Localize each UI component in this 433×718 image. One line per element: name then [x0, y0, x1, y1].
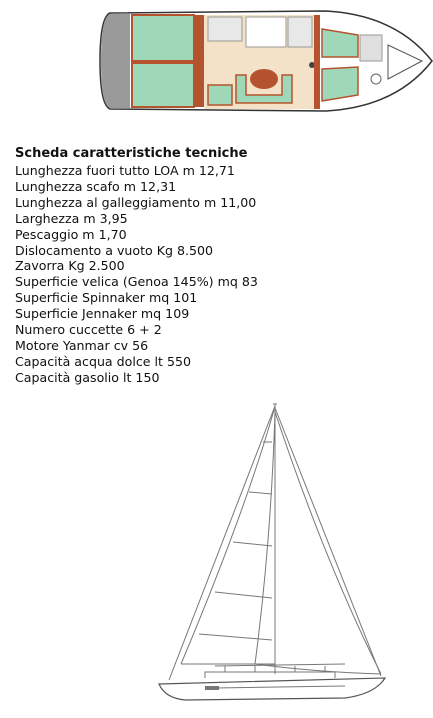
spec-item: Larghezza m 3,95 [15, 210, 128, 226]
spec-item: Superficie velica (Genoa 145%) mq 83 [15, 274, 258, 290]
specs-title: Scheda caratteristiche tecniche [15, 146, 248, 161]
sailboat-drawing [145, 402, 395, 714]
spec-item: Capacità acqua dolce lt 550 [15, 353, 191, 369]
technical-specs [15, 146, 415, 386]
spec-item: Zavorra Kg 2.500 [15, 258, 125, 274]
spec-item: Lunghezza al galleggiamento m 11,00 [15, 194, 257, 210]
spec-item: Capacità gasolio lt 150 [15, 369, 160, 385]
spec-item: Motore Yanmar cv 56 [15, 337, 149, 353]
spec-item: Dislocamento a vuoto Kg 8.500 [15, 242, 214, 258]
deck-plan-image [96, 5, 433, 117]
spec-item: Numero cuccette 6 + 2 [15, 322, 162, 338]
specs-list [15, 163, 415, 386]
spec-item: Pescaggio m 1,70 [15, 226, 127, 242]
spec-item: Superficie Spinnaker mq 101 [15, 290, 198, 306]
spec-item: Lunghezza scafo m 12,31 [15, 178, 177, 194]
spec-item: Lunghezza fuori tutto LOA m 12,71 [15, 163, 235, 178]
spec-item: Superficie Jennaker mq 109 [15, 306, 190, 322]
